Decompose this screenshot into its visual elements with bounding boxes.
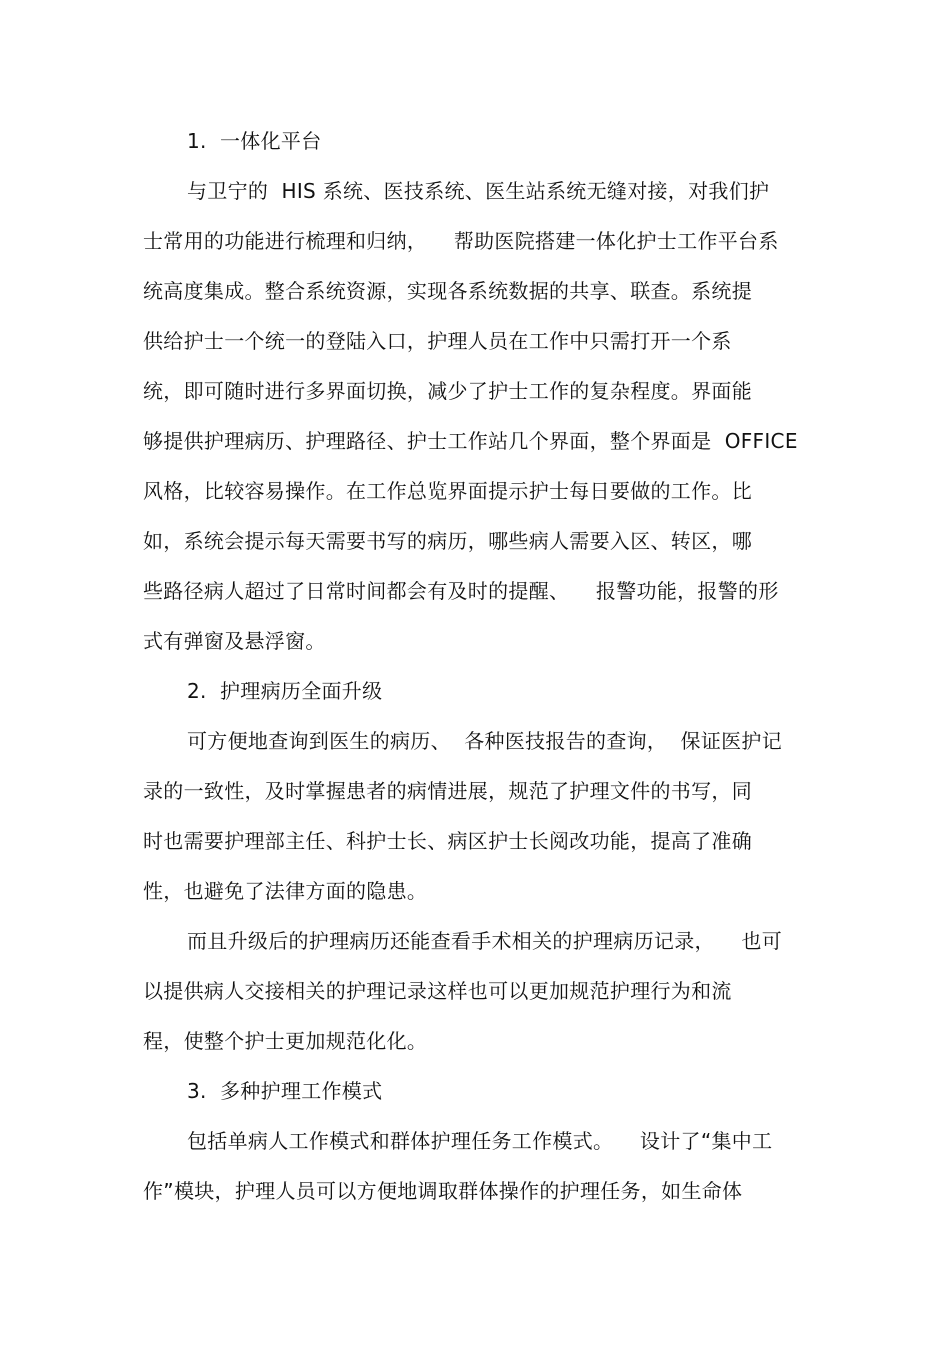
paragraph-line: 统，即可随时进行多界面切换，减少了护士工作的复杂程度。界面能	[143, 379, 752, 403]
paragraph-line: 风格，比较容易操作。在工作总览界面提示护士每日要做的工作。比	[143, 479, 752, 503]
paragraph-line: 作”模块，护理人员可以方便地调取群体操作的护理任务，如生命体	[143, 1179, 743, 1203]
paragraph-line: 可方便地查询到医生的病历、 各种医技报告的查询， 保证医护记	[187, 729, 783, 753]
paragraph-line: 士常用的功能进行梳理和归纳， 帮助医院搭建一体化护士工作平台系	[143, 229, 779, 253]
paragraph-line: 程，使整个护士更加规范化化。	[143, 1029, 428, 1053]
paragraph-line: 够提供护理病历、护理路径、护士工作站几个界面，整个界面是 OFFICE	[143, 429, 798, 453]
paragraph-line: 与卫宁的 HIS 系统、医技系统、医生站系统无缝对接，对我们护	[187, 179, 770, 203]
paragraph-line: 时也需要护理部主任、科护士长、病区护士长阅改功能，提高了准确	[143, 829, 752, 853]
paragraph-line: 如，系统会提示每天需要书写的病历，哪些病人需要入区、转区，哪	[143, 529, 752, 553]
paragraph-line: 些路径病人超过了日常时间都会有及时的提醒、 报警功能，报警的形	[143, 579, 779, 603]
heading-nursing-record-upgrade: 2. 护理病历全面升级	[187, 679, 383, 703]
heading-integrated-platform: 1. 一体化平台	[187, 129, 322, 153]
paragraph-line: 供给护士一个统一的登陆入口，护理人员在工作中只需打开一个系	[143, 329, 732, 353]
paragraph-line: 录的一致性，及时掌握患者的病情进展，规范了护理文件的书写，同	[143, 779, 752, 803]
paragraph-line: 统高度集成。整合系统资源，实现各系统数据的共享、联查。系统提	[143, 279, 752, 303]
paragraph-line: 式有弹窗及悬浮窗。	[143, 629, 326, 653]
paragraph-line: 而且升级后的护理病历还能查看手术相关的护理病历记录， 也可	[187, 929, 783, 953]
paragraph-line: 性，也避免了法律方面的隐患。	[143, 879, 428, 903]
paragraph-line: 以提供病人交接相关的护理记录这样也可以更加规范护理行为和流	[143, 979, 732, 1003]
paragraph-line: 包括单病人工作模式和群体护理任务工作模式。 设计了“集中工	[187, 1129, 773, 1153]
heading-nursing-work-modes: 3. 多种护理工作模式	[187, 1079, 383, 1103]
